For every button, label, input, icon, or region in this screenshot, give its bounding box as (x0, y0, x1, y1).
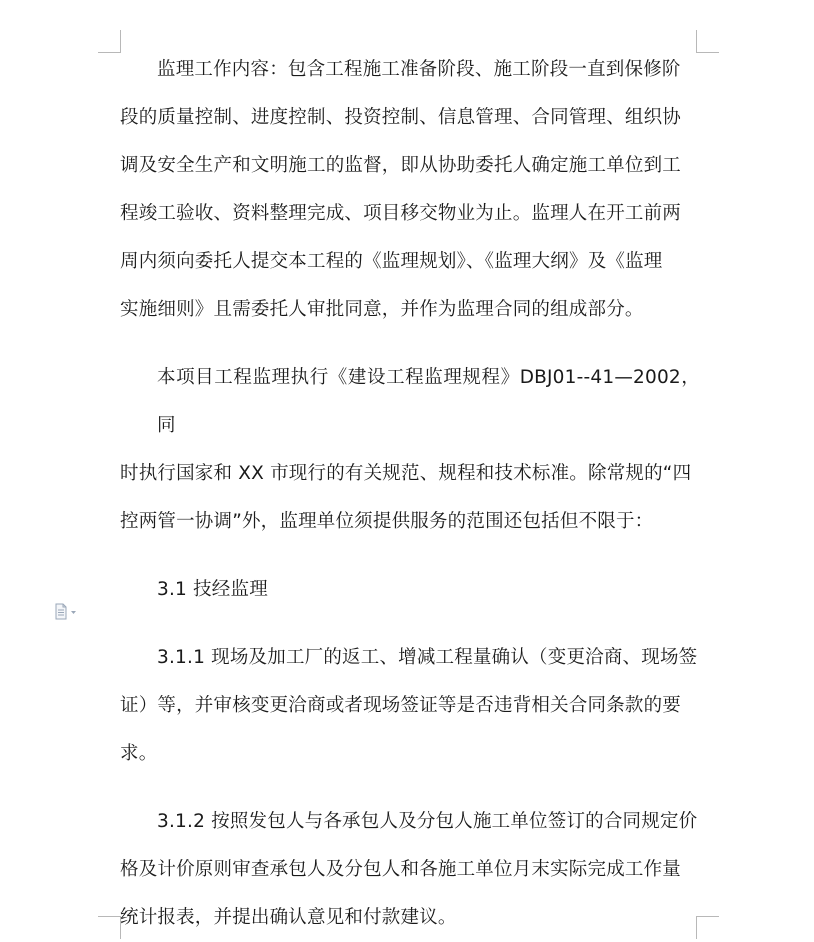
text-line: 程竣工验收、资料整理完成、项目移交物业为止。监理人在开工前两 (120, 203, 682, 224)
text-line: 实施细则》且需委托人审批同意，并作为监理合同的组成部分。 (120, 299, 644, 320)
crop-mark-top-left (98, 30, 121, 53)
text-line: 段的质量控制、进度控制、投资控制、信息管理、合同管理、组织协 (120, 107, 682, 128)
section-heading-3-1 (120, 566, 700, 614)
crop-mark-bottom-left (98, 916, 121, 939)
text-line: 调及安全生产和文明施工的监督，即从协助委托人确定施工单位到工 (120, 155, 682, 176)
text-line: 时执行国家和 XX 市现行的有关规范、规程和技术标准。除常规的“四 (120, 463, 692, 484)
text-line: 求。 (120, 743, 158, 764)
text-line: 证）等，并审核变更洽商或者现场签证等是否违背相关合同条款的要 (120, 695, 682, 716)
document-body (120, 46, 700, 942)
paragraph-3-1-1 (120, 634, 700, 778)
text-line: 监理工作内容：包含工程施工准备阶段、施工阶段一直到保修阶 (157, 59, 681, 80)
text-line: 3.1.2 按照发包人与各承包人及分包人施工单位签订的合同规定价 (157, 811, 698, 832)
text-line: 统计报表，并提出确认意见和付款建议。 (120, 907, 457, 928)
text-line: 本项目工程监理执行《建设工程监理规程》DBJ01--41—2002，同 (157, 367, 700, 436)
document-dropdown-icon[interactable] (54, 603, 80, 621)
text-line: 控两管一协调”外，监理单位须提供服务的范围还包括但不限于： (120, 511, 654, 532)
paragraph-scope (120, 46, 700, 334)
heading-text: 3.1 技经监理 (157, 579, 268, 600)
text-line: 3.1.1 现场及加工厂的返工、增减工程量确认（变更洽商、现场签 (157, 647, 698, 668)
text-line: 周内须向委托人提交本工程的《监理规划》、《监理大纲》及《监理 (120, 251, 663, 272)
paragraph-3-1-2 (120, 798, 700, 942)
paragraph-regulations (120, 354, 700, 546)
text-line: 格及计价原则审查承包人及分包人和各施工单位月末实际完成工作量 (120, 859, 682, 880)
